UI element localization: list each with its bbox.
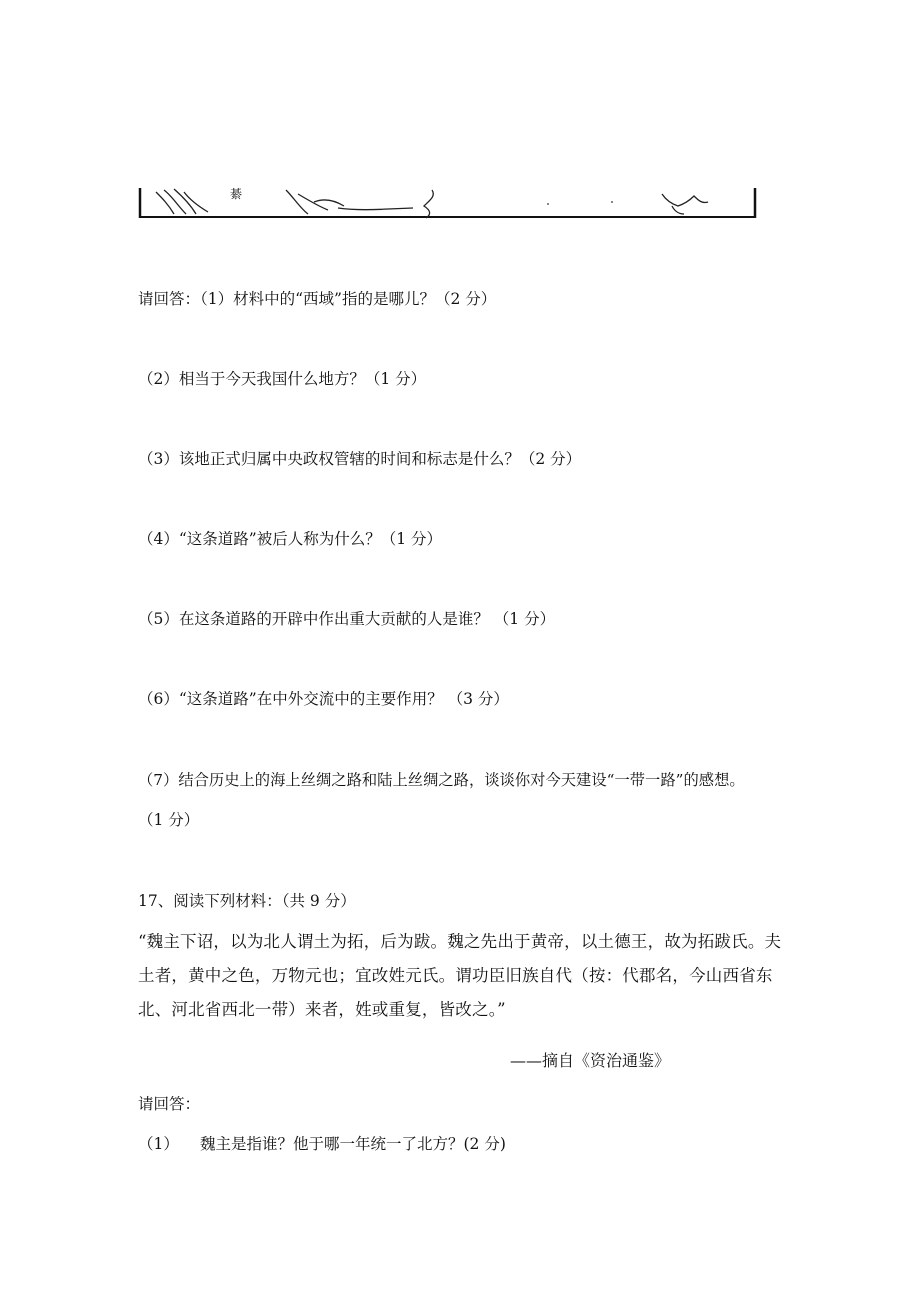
question-16-part-7-line-2: （1 分） [138,811,200,829]
question-17-part-1 [138,1134,506,1154]
question-16-part-4: （4）“这条道路”被后人称为什么？（1 分） [138,530,442,548]
question-16-part-7-line-1: （7）结合历史上的海上丝绸之路和陆上丝绸之路，谈谈你对今天建设“一带一路”的感想。 [138,771,745,789]
question-text: （1）材料中的“西域”指的是哪儿？（2 分） [200,290,497,308]
question-text: 魏主是指谁？他于哪一年统一了北方？(2 分) [200,1135,506,1153]
question-17-heading: 17、阅读下列材料：（共 9 分） [138,892,356,910]
question-17-material: “魏主下诏，以为北人谓土为拓，后为跋。魏之先出于黄帝，以土德王，故为拓跋氏。夫土者，黄中之色，万物元也；宜改姓元氏。谓功臣旧族自代（按：代郡名，今山西省东北、河北省西北一带）来者，姓或重复，皆改之。” [138,932,782,1019]
answer-prompt: 请回答： [138,290,201,308]
question-16-part-3: （3）该地正式归属中央政权管辖的时间和标志是什么？（2 分） [138,450,582,468]
question-16-part-1 [138,289,496,309]
material-source: ——摘自《资治通鉴》 [510,1051,671,1070]
question-17-prompt: 请回答： [138,1095,201,1113]
question-16-part-6: （6）“这条道路”在中外交流中的主要作用？ （3 分） [138,690,509,708]
question-16-part-5: （5）在这条道路的开辟中作出重大贡献的人是谁？ （1 分） [138,610,556,628]
map-image-fragment [138,184,758,220]
map-label: 綦 [230,187,243,201]
question-number: （1） [138,1135,179,1153]
question-16-part-2: （2）相当于今天我国什么地方？（1 分） [138,370,427,388]
